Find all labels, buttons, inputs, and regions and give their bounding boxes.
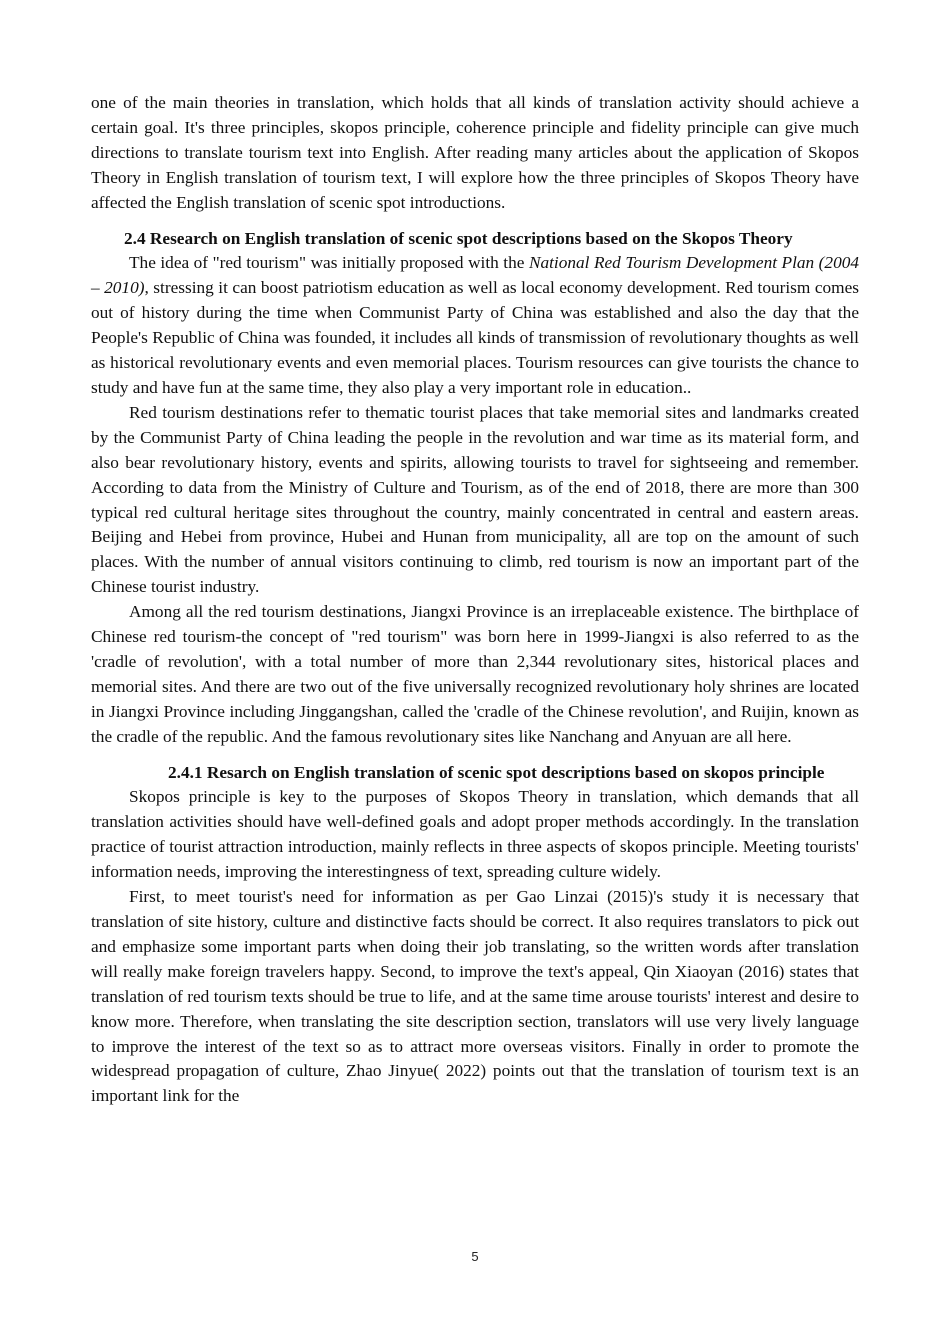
paragraph-three-aspects: First, to meet tourist's need for information as per Gao Linzai (2015)'s study it is necessary that translation of site history, culture and distinctive facts should be correct. It also requires translators to pick out and emphasize some important parts when doing their job translating, so the written words after translation will really make foreign travelers happy. Second, to improve the text's appeal, Qin Xiaoyan (2016) states that translation of red tourism texts should be true to life, and at the same time arouse tourists' interest and desire to know more. Therefore, when translating the site description section, translators will use very lively language to improve the interest of the text so as to attract more overseas visitors. Finally in order to promote the widespread propagation of culture, Zhao Jinyue( 2022) points out that the translation of tourism text is an important link for the (91, 887, 859, 1106)
continued-paragraph: one of the main theories in translation, which holds that all kinds of translation activity should achieve a certain goal. It's three principles, skopos principle, coherence principle and fidelity principle can give much directions to translate tourism text into English. After reading many articles about the application of Skopos Theory in English translation of tourism text, I will explore how the three principles of Skopos Theory have affected the English translation of scenic spot introductions. (91, 93, 859, 212)
paragraph-skopos-principle: Skopos principle is key to the purposes of Skopos Theory in translation, which demands that all translation activities should have well-defined goals and adopt proper methods accordingly. In the translation practice of tourist attraction introduction, mainly reflects in three aspects of skopos principle. Meeting tourists' information needs, improving the interestingness of text, spreading culture widely. (91, 787, 859, 882)
paragraph-red-tourism-idea (91, 251, 859, 400)
paragraph-text: , stressing it can boost patriotism education as well as local economy development. Red tourism comes out of history during the time when Communist Party of China was established and also the day that the People's Republic of China was founded, it includes all kinds of transmission of revolutionary thoughts as well as historical revolutionary events and even memorial places. Tourism resources can give tourists the chance to study and have fun at the same time, they also play a very important role in education.. (91, 278, 859, 397)
paragraph-text: The idea of "red tourism" was initially proposed with the (129, 253, 529, 273)
section-heading-2-4-1: 2.4.1 Resarch on English translation of scenic spot descriptions based on skopos principle (168, 762, 825, 782)
paragraph-jiangxi: Among all the red tourism destinations, Jiangxi Province is an irreplaceable existence. The birthplace of Chinese red tourism-the concept of "red tourism" was born here in 1999-Jiangxi is also referred to as the 'cradle of revolution', with a total number of more than 2,344 revolutionary sites, historical places and memorial sites. And there are two out of the five universally recognized revolutionary holy shrines are located in Jiangxi Province including Jinggangshan, called the 'cradle of the Chinese revolution', and Ruijin, known as the cradle of the republic. And the famous revolutionary sites like Nanchang and Anyuan are all here. (91, 602, 859, 746)
section-heading-2-4: 2.4 Research on English translation of scenic spot descriptions based on the Skopos Theory (124, 228, 793, 248)
paragraph-red-tourism-destinations: Red tourism destinations refer to thematic tourist places that take memorial sites and landmarks created by the Communist Party of China leading the people in the revolution and war time as its material form, and also bear revolutionary history, events and spirits, allowing tourists to travel for sightseeing and remember. According to data from the Ministry of Culture and Tourism, as of the end of 2018, there are more than 300 typical red cultural heritage sites throughout the country, mainly concentrated in central and eastern areas. Beijing and Hebei from province, Hubei and Hunan from municipality, all are top on the amount of such places. With the number of annual visitors continuing to climb, red tourism is now an important part of the Chinese tourist industry. (91, 402, 859, 597)
plan-title-italic: National Red Tourism Development Plan (2004 – 2010) (91, 253, 859, 298)
document-page (91, 91, 859, 1109)
page-number: 5 (471, 1249, 479, 1264)
